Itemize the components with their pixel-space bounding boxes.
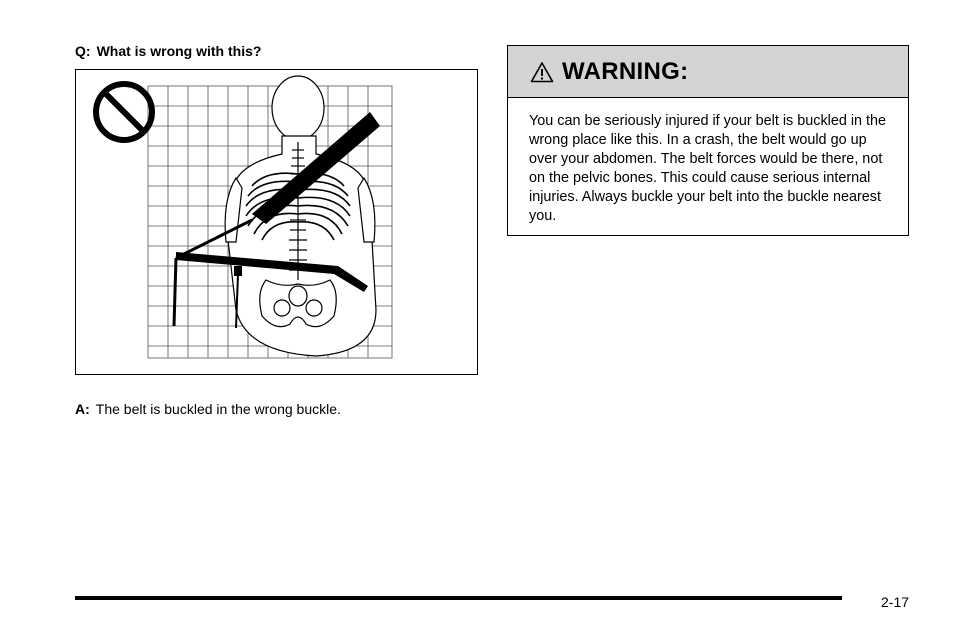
question: [75, 43, 261, 59]
seatbelt-illustration: [75, 69, 478, 375]
warning-body: You can be seriously injured if your belt is buckled in the wrong place like this. In a crash, the belt would go up over your abdomen. The belt forces would be there, not on the pelvic bones. This could cause serious internal injuries. Always buckle your belt into the buckle nearest you.: [529, 113, 887, 224]
warning-title: WARNING:: [562, 57, 689, 85]
question-text: What is wrong with this?: [96, 43, 262, 59]
answer: [75, 401, 341, 417]
page-number: 2-17: [881, 594, 910, 610]
answer-label: A:: [75, 401, 90, 417]
question-label: Q:: [75, 43, 91, 59]
warning-triangle-icon: [530, 61, 554, 83]
warning-header: [508, 46, 908, 98]
answer-text: The belt is buckled in the wrong buckle.: [95, 401, 341, 417]
footer-rule: [75, 596, 842, 600]
warning-box: [507, 45, 909, 236]
prohibition-icon: [96, 84, 152, 140]
